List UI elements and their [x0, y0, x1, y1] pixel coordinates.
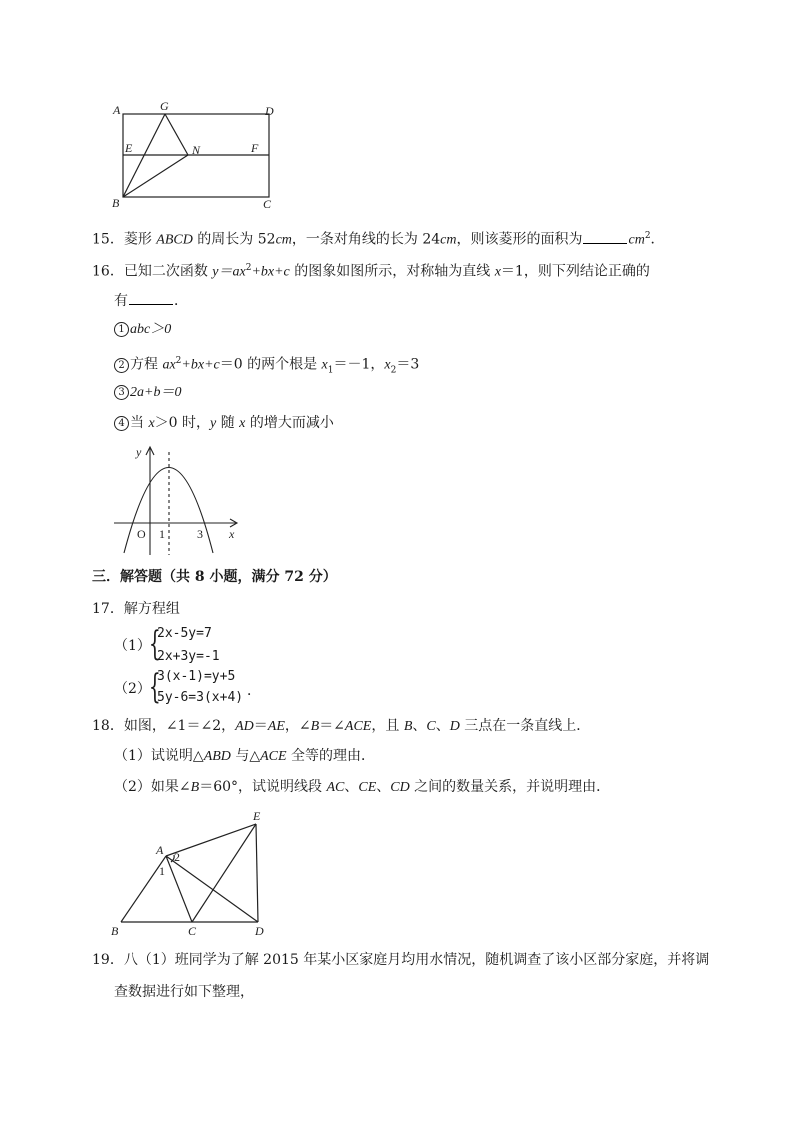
label-n: N: [192, 143, 201, 157]
question-15: 15．菱形 ABCD 的周长为 52cm，一条对角线的长为 24cm，则该菱形的面积为 $cm^2$．: [92, 226, 665, 251]
q16-option-2: 2 方程 $ax^2+bx+c=0$ 的两个根是 $x_1=-1$，$x_2=3$: [114, 351, 419, 380]
question-18: 18．如图，∠1＝∠2，AD＝AE，∠B＝∠ACE，且 B、C、D 三点在一条直线上．: [92, 718, 591, 734]
answer-blank[interactable]: [583, 229, 627, 244]
parabola-graph: [112, 440, 242, 558]
question-19-line2: 查数据进行如下整理，: [114, 984, 254, 1000]
line-de: [256, 824, 258, 922]
label-d: D: [265, 104, 274, 118]
label-d: D: [255, 924, 264, 938]
origin-label: O: [137, 527, 146, 541]
q15-number: 15．: [92, 231, 124, 248]
tick-label-1: 1: [159, 527, 165, 541]
circled-number: 3: [114, 385, 129, 400]
q18-part-2: （2）如果∠B＝60°，试说明线段 AC、CE、CD 之间的数量关系，并说明理由．: [114, 779, 611, 795]
q16-number: 16．: [92, 263, 124, 280]
line-bn: [123, 155, 188, 197]
label-c: C: [188, 924, 197, 938]
x-axis-label: x: [229, 527, 235, 541]
circled-number: 1: [114, 322, 129, 337]
label-a: A: [113, 103, 121, 117]
q16-option-4: 4 当 x＞0 时，y 随 x 的增大而减小: [114, 413, 334, 434]
circled-number: 2: [114, 358, 129, 373]
q16-option-3: 3 2a+b＝0: [114, 382, 181, 403]
label-b: B: [112, 196, 120, 210]
brace: {: [148, 624, 161, 664]
label-f: F: [251, 141, 259, 155]
section-heading: 三．解答题（共 8 小题，满分 72 分）: [92, 569, 337, 585]
brace: {: [148, 667, 161, 707]
circled-number: 4: [114, 416, 129, 431]
question-17: 17．解方程组: [92, 601, 180, 617]
question-19: 19．八（1）班同学为了解 2015 年某小区家庭月均用水情况，随机调查了该小区部分家庭，并将调: [92, 952, 710, 968]
angle-1-label: 1: [159, 864, 165, 878]
label-e: E: [253, 809, 261, 823]
label-c: C: [263, 197, 272, 211]
label-a: A: [156, 843, 164, 857]
line-gn: [165, 114, 188, 155]
label-e: E: [125, 141, 133, 155]
q16-option-1: 1 abc＞0: [114, 319, 171, 340]
q17-number: 17．: [92, 601, 124, 617]
q18-part-1: （1）试说明△ABD 与△ACE 全等的理由．: [114, 748, 376, 764]
tick-label-3: 3: [197, 527, 203, 541]
line-ad: [166, 856, 258, 922]
angle-2-label: 2: [174, 850, 180, 864]
y-axis-label: y: [136, 445, 142, 459]
triangle-figure: [108, 806, 278, 940]
line-ce: [192, 824, 256, 922]
rectangle-figure: [108, 98, 288, 214]
question-16: 16．已知二次函数 $y=ax^2+bx+c$ 的图象如图所示，对称轴为直线 x＝1，则下列结论正确的: [92, 263, 650, 280]
q18-number: 18．: [92, 718, 124, 734]
label-g: G: [160, 99, 169, 113]
question-16-line2: 有 ．: [114, 290, 188, 311]
q19-number: 19．: [92, 952, 124, 968]
label-b: B: [111, 924, 119, 938]
answer-blank[interactable]: [129, 290, 173, 305]
